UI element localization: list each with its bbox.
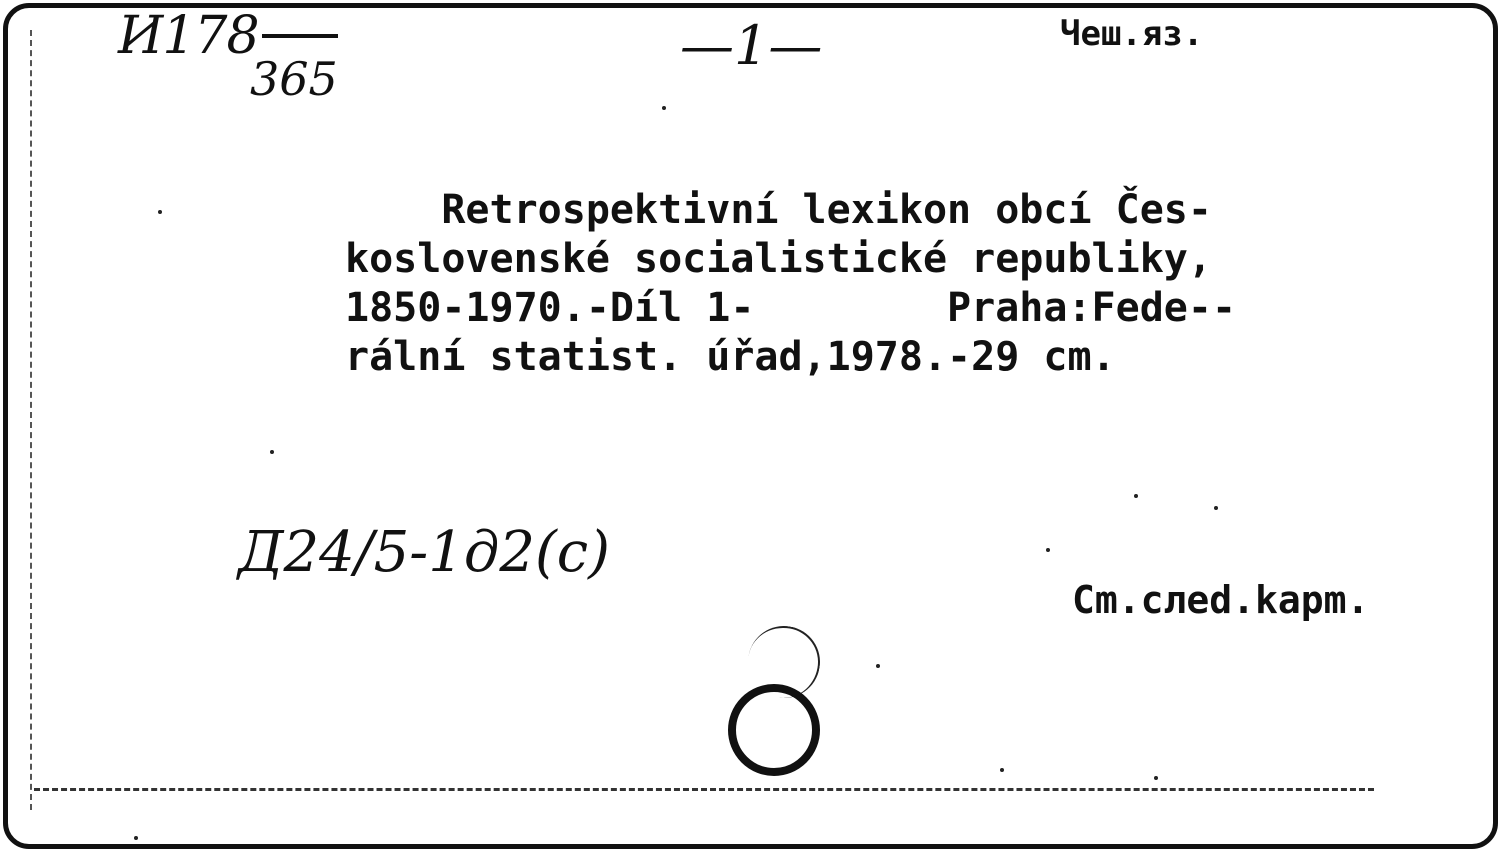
card-number: —1— <box>680 14 823 77</box>
speck <box>158 210 162 214</box>
speck <box>1046 548 1050 552</box>
speck <box>1214 506 1218 510</box>
shelf-mark-subnumber: 365 <box>250 52 338 106</box>
speck <box>270 450 274 454</box>
speck <box>662 106 666 110</box>
shelf-mark: И178 <box>118 6 259 66</box>
speck <box>1134 494 1138 498</box>
bibliographic-entry <box>345 186 1236 382</box>
speck <box>876 664 880 668</box>
entry-line: koslovenské socialistické republiky, <box>345 236 1212 282</box>
entry-line: rální statist. úřad,1978.-29 cm. <box>345 334 1116 380</box>
entry-line: 1850-1970.-Díl 1- Praha:Fede-- <box>345 285 1237 331</box>
punch-hole <box>728 684 820 776</box>
shelf-mark-fraction-bar <box>262 34 338 38</box>
see-next-card-note: Cm.слеd.kapm. <box>1072 578 1370 622</box>
speck <box>134 836 138 840</box>
card-left-margin <box>30 30 32 810</box>
entry-line: Retrospektivní lexikon obcí Čes- <box>345 187 1212 233</box>
speck <box>1000 768 1004 772</box>
language-label: Чеш.яз. <box>1060 14 1204 54</box>
speck <box>1154 776 1158 780</box>
call-number: Д24/5-1д2(с) <box>238 520 611 585</box>
card-bottom-rule <box>34 788 1374 791</box>
